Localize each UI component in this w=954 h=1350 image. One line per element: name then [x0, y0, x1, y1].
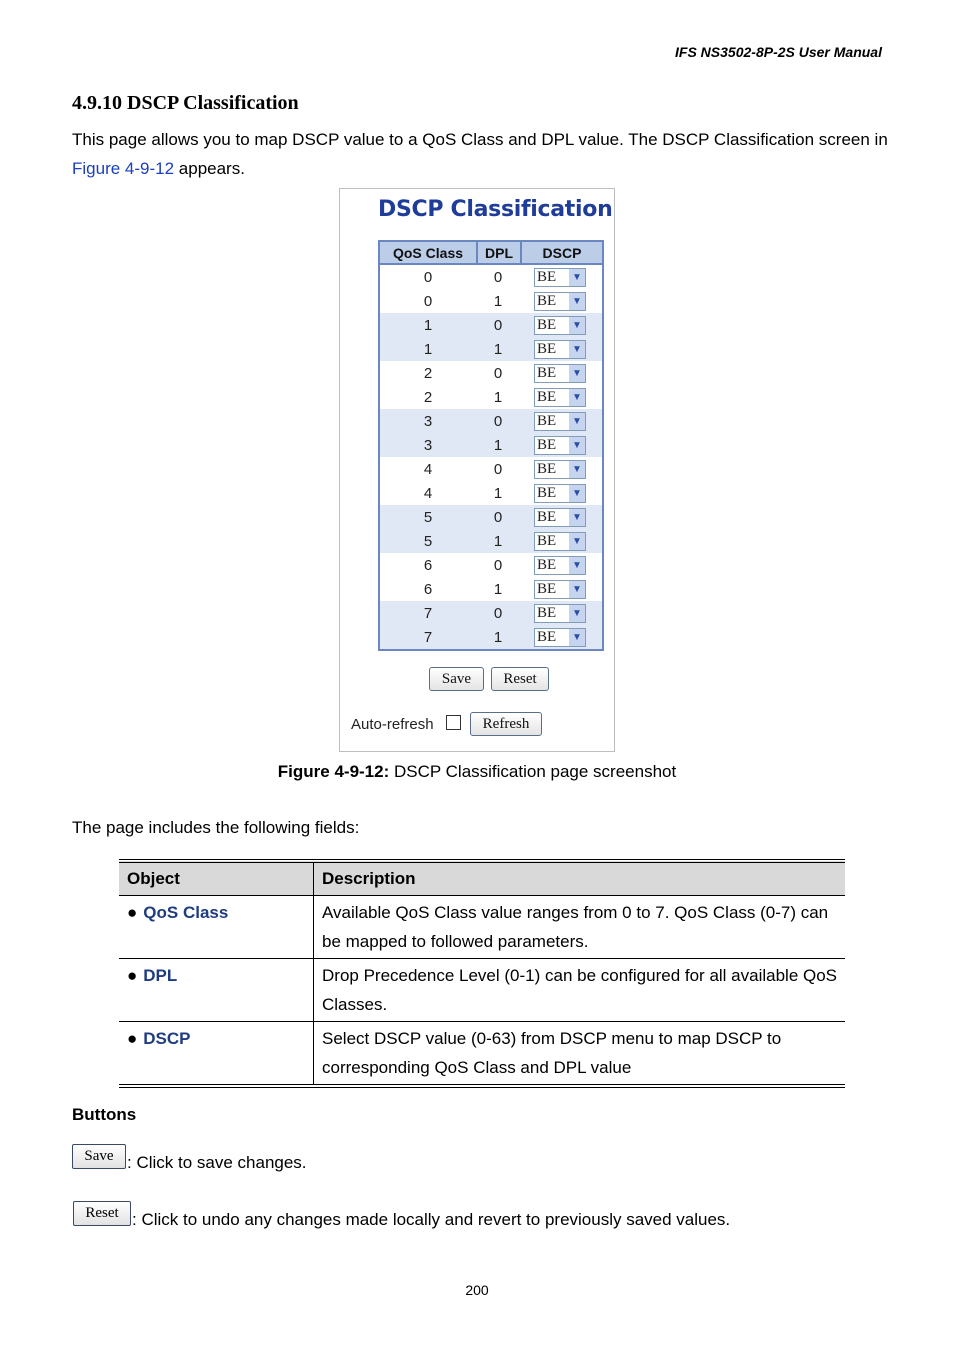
dscp-select[interactable]: [534, 388, 586, 407]
dscp-cell: [520, 460, 602, 479]
dscp-row: [380, 577, 602, 601]
dscp-selected-value: BE: [537, 436, 557, 453]
dpl-value: 0: [493, 604, 503, 622]
dscp-select[interactable]: [534, 508, 586, 527]
description-cell: Drop Precedence Level (0-1) can be configured for all available QoS Classes.: [314, 959, 846, 1022]
fields-intro: The page includes the following fields:: [72, 818, 360, 837]
dscp-select[interactable]: [534, 316, 586, 335]
chevron-down-icon[interactable]: ▼: [569, 557, 585, 574]
dscp-row: [380, 457, 602, 481]
dpl-value: 0: [493, 268, 503, 286]
figure-caption: [0, 762, 954, 782]
dpl-value: 1: [493, 292, 503, 310]
dpl-value: 0: [493, 316, 503, 334]
qos-class-value: 6: [423, 556, 433, 574]
dscp-cell: [520, 340, 602, 359]
dscp-selected-value: BE: [537, 508, 557, 525]
dpl-value: 1: [493, 532, 503, 550]
table-row: [119, 959, 845, 1022]
auto-refresh-checkbox[interactable]: [446, 715, 461, 730]
dscp-cell: [520, 508, 602, 527]
object-name: DPL: [143, 966, 178, 985]
dscp-select[interactable]: [534, 436, 586, 455]
dscp-cell: [520, 604, 602, 623]
fields-table-header-row: [119, 861, 845, 896]
object-column-header: Object: [119, 861, 314, 896]
dscp-select[interactable]: [534, 268, 586, 287]
chevron-down-icon[interactable]: ▼: [569, 341, 585, 358]
chevron-down-icon[interactable]: ▼: [569, 509, 585, 526]
dscp-cell: [520, 316, 602, 335]
qos-class-value: 5: [423, 508, 433, 526]
dscp-selected-value: BE: [537, 412, 557, 429]
dscp-cell: [520, 388, 602, 407]
dscp-selected-value: BE: [537, 388, 557, 405]
save-button-description: : Click to save changes.: [127, 1153, 307, 1172]
qos-class-value: 6: [423, 580, 433, 598]
dscp-row: [380, 481, 602, 505]
qos-class-header: QoS Class: [380, 242, 478, 263]
qos-class-value: 5: [423, 532, 433, 550]
dscp-select[interactable]: [534, 556, 586, 575]
dscp-cell: [520, 484, 602, 503]
dscp-select[interactable]: [534, 628, 586, 647]
chevron-down-icon[interactable]: ▼: [569, 629, 585, 646]
dscp-row: [380, 385, 602, 409]
intro-text-before: This page allows you to map DSCP value to a QoS Class and DPL value. The DSCP Classification screen in: [72, 130, 888, 149]
dpl-value: 1: [493, 484, 503, 502]
dpl-value: 1: [493, 340, 503, 358]
object-name: QoS Class: [143, 903, 229, 922]
object-name: DSCP: [143, 1029, 191, 1048]
bullet-icon: ●: [127, 966, 138, 985]
dscp-selected-value: BE: [537, 580, 557, 597]
dscp-table-header: [380, 242, 602, 265]
dscp-cell: [520, 628, 602, 647]
dpl-value: 1: [493, 436, 503, 454]
dscp-selected-value: BE: [537, 316, 557, 333]
chevron-down-icon[interactable]: ▼: [569, 389, 585, 406]
dscp-select[interactable]: [534, 604, 586, 623]
dscp-row: [380, 361, 602, 385]
dscp-header: DSCP: [542, 244, 582, 261]
qos-class-value: 7: [423, 628, 433, 646]
qos-class-value: 4: [423, 460, 433, 478]
dpl-value: 1: [493, 580, 503, 598]
description-cell: Available QoS Class value ranges from 0 to 7. QoS Class (0-7) can be mapped to followed parameters.: [314, 896, 846, 959]
dscp-row: [380, 289, 602, 313]
qos-class-value: 0: [423, 268, 433, 286]
chevron-down-icon[interactable]: ▼: [569, 605, 585, 622]
bullet-icon: ●: [127, 903, 138, 922]
dscp-selected-value: BE: [537, 364, 557, 381]
dpl-header: DPL: [478, 242, 522, 263]
dscp-select[interactable]: [534, 580, 586, 599]
dscp-row: [380, 265, 602, 289]
table-row: [119, 896, 845, 959]
dpl-value: 1: [493, 628, 503, 646]
chevron-down-icon[interactable]: ▼: [569, 269, 585, 286]
qos-class-value: 2: [423, 388, 433, 406]
dscp-classification-screenshot: [339, 188, 615, 752]
chevron-down-icon[interactable]: ▼: [569, 437, 585, 454]
reset-button-description: : Click to undo any changes made locally and revert to previously saved values.: [132, 1210, 731, 1229]
dscp-cell: [520, 556, 602, 575]
qos-class-value: 4: [423, 484, 433, 502]
dscp-cell: [520, 436, 602, 455]
figure-link[interactable]: Figure 4-9-12: [72, 159, 175, 178]
qos-class-value: 3: [423, 436, 433, 454]
dscp-row: [380, 337, 602, 361]
dscp-row: [380, 625, 602, 649]
screenshot-title: DSCP Classification: [378, 197, 613, 222]
dpl-value: 0: [493, 508, 503, 526]
dscp-selected-value: BE: [537, 292, 557, 309]
caption-text: DSCP Classification page screenshot: [389, 762, 677, 781]
dscp-select[interactable]: [534, 340, 586, 359]
dscp-rows: [380, 265, 602, 649]
object-cell: [119, 896, 314, 959]
dscp-cell: [520, 364, 602, 383]
object-cell: [119, 959, 314, 1022]
chevron-down-icon[interactable]: ▼: [569, 293, 585, 310]
auto-refresh-label: Auto-refresh: [351, 716, 434, 733]
dscp-select[interactable]: [534, 292, 586, 311]
dscp-selected-value: BE: [537, 628, 557, 645]
qos-class-value: 3: [423, 412, 433, 430]
dscp-selected-value: BE: [537, 604, 557, 621]
dscp-select[interactable]: [534, 460, 586, 479]
dscp-selected-value: BE: [537, 556, 557, 573]
dscp-select[interactable]: [534, 532, 586, 551]
dscp-row: [380, 433, 602, 457]
reset-button[interactable]: Reset: [491, 667, 549, 691]
dscp-cell: [520, 532, 602, 551]
dpl-value: 0: [493, 556, 503, 574]
dscp-selected-value: BE: [537, 268, 557, 285]
dscp-selected-value: BE: [537, 340, 557, 357]
dscp-row: [380, 553, 602, 577]
chevron-down-icon[interactable]: ▼: [569, 365, 585, 382]
dscp-select[interactable]: [534, 412, 586, 431]
object-cell: [119, 1022, 314, 1087]
dscp-cell: [520, 412, 602, 431]
dpl-value: 0: [493, 412, 503, 430]
dpl-value: 0: [493, 460, 503, 478]
qos-class-value: 2: [423, 364, 433, 382]
reset-button-sample: Reset: [73, 1201, 131, 1226]
dscp-row: [380, 409, 602, 433]
dscp-row: [380, 505, 602, 529]
save-button-sample: Save: [72, 1144, 126, 1169]
save-button[interactable]: Save: [429, 667, 484, 691]
refresh-button[interactable]: Refresh: [470, 712, 542, 736]
section-title: 4.9.10 DSCP Classification: [72, 92, 299, 114]
dscp-selected-value: BE: [537, 460, 557, 477]
caption-label: Figure 4-9-12:: [277, 762, 390, 781]
description-cell: Select DSCP value (0-63) from DSCP menu to map DSCP to corresponding QoS Class and DPL value: [314, 1022, 846, 1087]
qos-class-value: 1: [423, 316, 433, 334]
qos-class-value: 7: [423, 604, 433, 622]
bullet-icon: ●: [127, 1029, 138, 1048]
intro-text-after: appears.: [174, 159, 245, 178]
qos-class-value: 1: [423, 340, 433, 358]
dscp-selected-value: BE: [537, 532, 557, 549]
chevron-down-icon[interactable]: ▼: [569, 581, 585, 598]
intro-paragraph: [72, 125, 892, 183]
chevron-down-icon[interactable]: ▼: [569, 533, 585, 550]
chevron-down-icon[interactable]: ▼: [569, 317, 585, 334]
description-column-header: Description: [314, 861, 846, 896]
dscp-select[interactable]: [534, 484, 586, 503]
page-number: 200: [465, 1282, 489, 1298]
dscp-table: [378, 240, 604, 651]
buttons-heading: Buttons: [72, 1105, 137, 1124]
dpl-value: 0: [493, 364, 503, 382]
dscp-row: [380, 529, 602, 553]
table-row: [119, 1022, 845, 1087]
dscp-row: [380, 601, 602, 625]
manual-header: IFS NS3502-8P-2S User Manual: [675, 44, 882, 60]
dpl-value: 1: [493, 388, 503, 406]
dscp-cell: [520, 292, 602, 311]
dscp-cell: [520, 580, 602, 599]
qos-class-value: 0: [423, 292, 433, 310]
dscp-cell: [520, 268, 602, 287]
fields-table: [119, 859, 845, 1088]
chevron-down-icon[interactable]: ▼: [569, 413, 585, 430]
dscp-row: [380, 313, 602, 337]
chevron-down-icon[interactable]: ▼: [569, 461, 585, 478]
dscp-select[interactable]: [534, 364, 586, 383]
dscp-selected-value: BE: [537, 484, 557, 501]
chevron-down-icon[interactable]: ▼: [569, 485, 585, 502]
